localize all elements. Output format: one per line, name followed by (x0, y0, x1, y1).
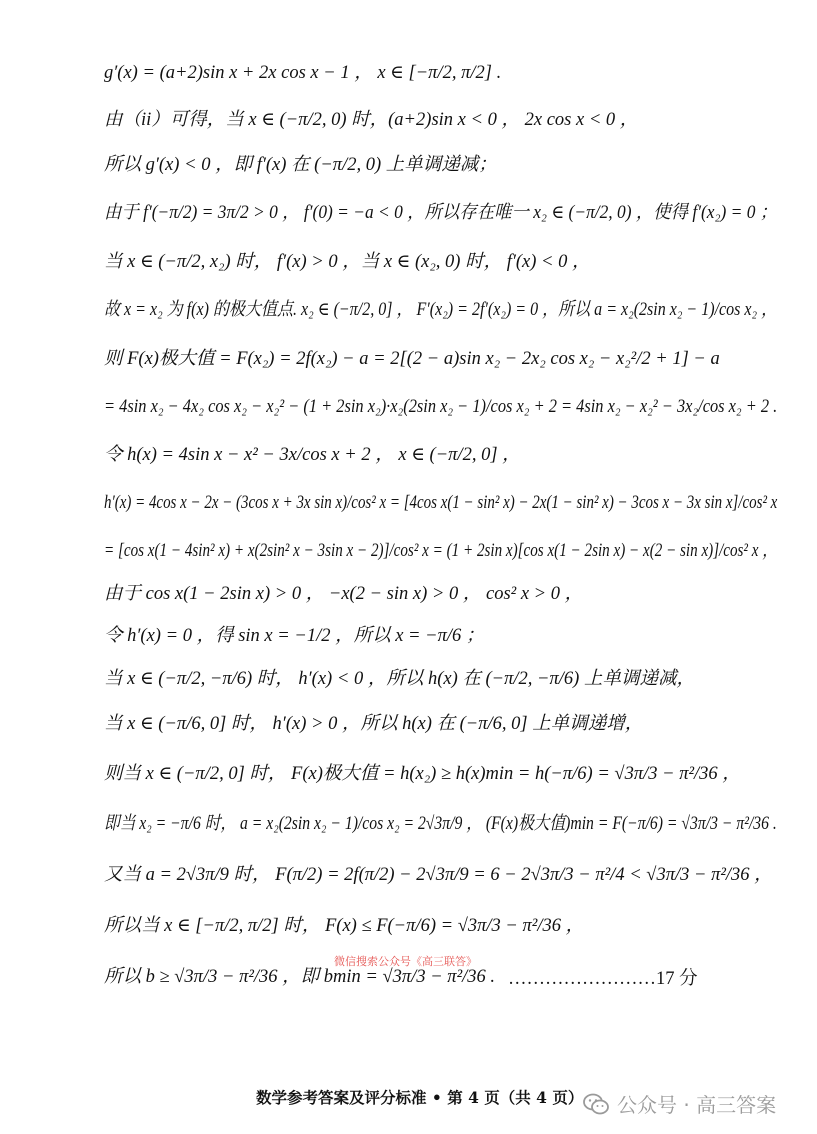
solution-line: 所以 b ≥ √3π/3 − π²/36 ，即 bmin = √3π/3 − π²/36 . (104, 967, 496, 987)
wechat-icon (583, 1093, 609, 1115)
solution-line: h′(x) = 4cos x − 2x − (3cos x + 3x sin x)/cos² x = [4cos x(1 − sin² x) − 2x(1 − sin² x) − 3cos x − 3x sin x]/cos² x (104, 493, 778, 513)
red-watermark-text: 微信搜索公众号《高三联答》 (334, 955, 477, 968)
brand-text: 公众号 · 高三答案 (617, 1093, 777, 1117)
solution-line: 当 x ∈ (−π/2, −π/6) 时， h′(x) < 0 ，所以 h(x) 在 (−π/2, −π/6) 上单调递减， (104, 669, 695, 689)
page-footer: 数学参考答案及评分标准 • 第 4 页（共 4 页） (256, 1088, 584, 1107)
solution-line: 即当 x₂ = −π/6 时， a = x₂(2sin x₂ − 1)/cos x₂ = 2√3π/9 ， (F(x)极大值)min = F(−π/6) = √3π/3 − π²/36 . (104, 814, 777, 834)
solution-line: g′(x) = (a+2)sin x + 2x cos x − 1 ， x ∈ [−π/2, π/2] . (104, 63, 502, 83)
solution-line: 所以 g′(x) < 0 ，即 f′(x) 在 (−π/2, 0) 上单调递减； (104, 155, 497, 175)
solution-line: 由（ii）可得，当 x ∈ (−π/2, 0) 时，(a+2)sin x < 0 ， 2x cos x < 0 ， (104, 110, 639, 130)
solution-line: 又当 a = 2√3π/9 时， F(π/2) = 2f(π/2) − 2√3π/9 = 6 − 2√3π/3 − π²/4 < √3π/3 − π²/36 ， (104, 865, 773, 885)
solution-line: 当 x ∈ (−π/6, 0] 时， h′(x) > 0 ，所以 h(x) 在 (−π/6, 0] 上单调递增， (104, 714, 644, 734)
solution-line: 所以当 x ∈ [−π/2, π/2] 时， F(x) ≤ F(−π/6) = √3π/3 − π²/36 ， (104, 916, 585, 936)
solution-line: = [cos x(1 − 4sin² x) + x(2sin² x − 3sin x − 2)]/cos² x = (1 + 2sin x)[cos x(1 − 2sin x) − x(2 − sin x)]/cos² x ， (104, 541, 778, 561)
solution-line: 故 x = x₂ 为 f(x) 的极大值点. x₂ ∈ (−π/2, 0] ， F′(x₂) = 2f′(x₂) = 0 ，所以 a = x₂(2sin x₂ − 1)/cos x₂ ， (104, 300, 778, 320)
solution-line: 由于 f′(−π/2) = 3π/2 > 0 ， f′(0) = −a < 0 ，所以存在唯一 x₂ ∈ (−π/2, 0) ，使得 f′(x₂) = 0 ； (104, 203, 778, 223)
solution-line: 由于 cos x(1 − 2sin x) > 0 ， −x(2 − sin x) > 0 ， cos² x > 0 ， (104, 584, 584, 604)
solution-line: 令 h(x) = 4sin x − x² − 3x/cos x + 2 ， x ∈ (−π/2, 0] ， (104, 445, 521, 465)
solution-line: 则当 x ∈ (−π/2, 0] 时， F(x)极大值 = h(x₂) ≥ h(x)min = h(−π/6) = √3π/3 − π²/36 ， (104, 764, 741, 784)
solution-line: = 4sin x₂ − 4x₂ cos x₂ − x₂² − (1 + 2sin x₂)·x₂(2sin x₂ − 1)/cos x₂ + 2 = 4sin x₂ − x₂² − 3x₂/cos x₂ + 2 . (104, 397, 778, 417)
brand-watermark (583, 1089, 776, 1118)
solution-line: 令 h′(x) = 0 ，得 sin x = −1/2 ，所以 x = −π/6 ； (104, 626, 485, 646)
solution-line: 当 x ∈ (−π/2, x₂) 时， f′(x) > 0 ，当 x ∈ (x₂, 0) 时， f′(x) < 0 ， (104, 252, 591, 272)
solution-line: 则 F(x)极大值 = F(x₂) = 2f(x₂) − a = 2[(2 − a)sin x₂ − 2x₂ cos x₂ − x₂²/2 + 1] − a (104, 349, 720, 369)
score-marker: ……………………17 分 (508, 969, 698, 989)
